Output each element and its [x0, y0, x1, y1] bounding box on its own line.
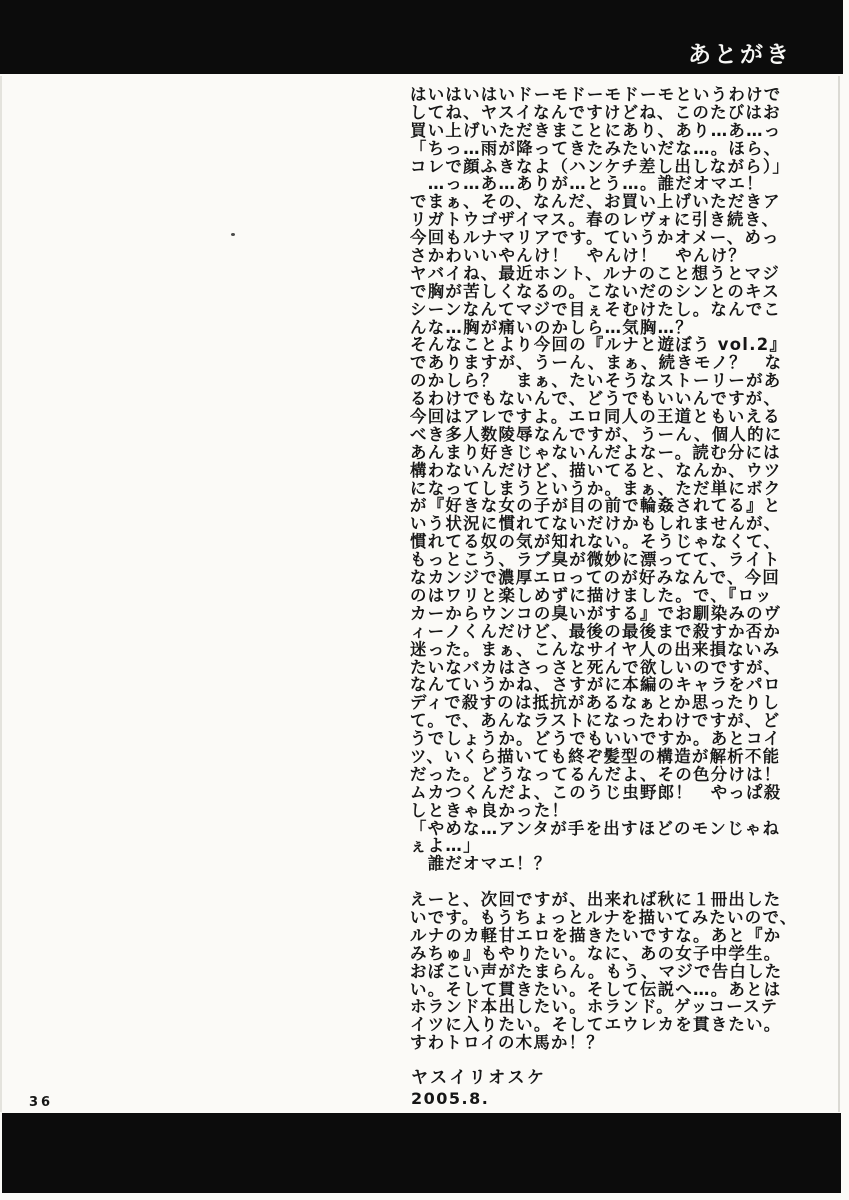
afterword-line: さかわいいやんけ！ やんけ！ やんけ？ [410, 246, 747, 266]
afterword-line: コレで顔ふきなよ（ハンケチ差し出しながら）」 [410, 156, 791, 176]
afterword-line: い。そして貫きたい。そして伝説へ…。あとは [410, 979, 782, 999]
afterword-line: なカンジで濃厚エロってのが好みなんで、今回 [410, 568, 781, 588]
page-title: あとがき [688, 42, 792, 68]
afterword-line: ツ、いくら描いても終ぞ髪型の構造が解析不能 [410, 746, 781, 766]
afterword-line: 構わないんだけど、描いてると、なんか、ウツ [410, 460, 782, 480]
afterword-line: ホランド本出したい。ホランド。ゲッコーステ [410, 997, 779, 1017]
afterword-line: ディで殺すのは抵抗があるなぁとか思ったりし [410, 693, 781, 713]
afterword-line: あんまり好きじゃないんだよなー。読む分には [410, 442, 781, 462]
afterword-line: 誰だオマエ！？ [410, 854, 552, 874]
afterword-line: 「ちっ…雨が降ってきたみたいだな…。ほら、 [410, 138, 782, 158]
afterword-text [410, 86, 812, 1052]
afterword-line: しときゃ良かった！ [410, 800, 570, 820]
afterword-line: …っ…あ…ありが…とう…。誰だオマエ！ [410, 174, 764, 194]
afterword-line: 今回もルナマリアです。ていうかオメー、めっ [410, 228, 780, 248]
afterword-line: いう状況に慣れてないだけかもしれませんが、 [410, 514, 782, 534]
afterword-line: 「やめな…アンタが手を出すほどのモンじゃね [410, 818, 781, 838]
afterword-line: だった。どうなってるんだよ、その色分けは！ [410, 764, 782, 784]
afterword-line: が『好きな女の子が目の前で輪姦されてる』と [410, 496, 782, 516]
afterword-line: はいはいはいドーモドーモドーモというわけで [410, 85, 782, 104]
afterword-line: のかしら？ まぁ、たいそうなストーリーがあ [410, 371, 782, 391]
afterword-line: ぇよ…」 [410, 836, 481, 856]
page-number: 36 [29, 1095, 54, 1110]
signature-date: 2005.8. [411, 1089, 490, 1108]
afterword-line: んな…胸が痛いのかしら…気胸…？ [410, 317, 694, 337]
afterword-line: イツに入りたい。そしてエウレカを貫きたい。 [410, 1015, 782, 1035]
header-bar [0, 0, 843, 74]
afterword-line: たいなバカはさっさと死んで欲しいのですが、 [410, 657, 782, 677]
page-edge-line [838, 76, 840, 1112]
afterword-line: シーンなんてマジで目ぇそむけたし。なんでこ [410, 299, 782, 319]
afterword-line: 迷った。まぁ、こんなサイヤ人の出来損ないみ [410, 639, 781, 659]
afterword-line: なんていうかね、さすがに本編のキャラをパロ [410, 675, 782, 695]
afterword-line: で胸が苦しくなるの。こないだのシンとのキス [410, 281, 781, 301]
afterword-line: でまぁ、その、なんだ、お買い上げいただきア [410, 192, 781, 212]
afterword-line: えーと、次回ですが、出来れば秋に１冊出した [410, 890, 782, 910]
afterword-line: 慣れてる奴の気が知れない。そうじゃなくて、 [410, 532, 782, 552]
scan-speck [231, 233, 235, 236]
afterword-line: うでしょうか。どうでもいいですか。あとコイ [410, 729, 782, 749]
afterword-line: ヤバイね、最近ホント、ルナのこと想うとマジ [410, 263, 781, 283]
afterword-line: してね、ヤスイなんですけどね、このたびはお [410, 102, 781, 122]
afterword-line: もっとこう、ラブ臭が微妙に漂ってて、ライト [410, 550, 781, 570]
afterword-line: ムカつくんだよ、このうじ虫野郎！ やっぱ殺 [410, 782, 782, 802]
afterword-line: カーからウンコの臭いがする』でお馴染みのヴ [410, 603, 782, 623]
afterword-line: ィーノくんだけど、最後の最後まで殺すか否か [410, 621, 782, 641]
afterword-line: みちゅ』もやりたい。なに、あの女子中学生。 [410, 943, 782, 963]
scan-edge-strip [0, 76, 2, 1112]
afterword-line: ルナのカ軽甘エロを描きたいですな。あと『か [410, 925, 782, 945]
signature-block [411, 1068, 546, 1109]
afterword-line: でありますが、うーん、まぁ、続きモノ？ な [410, 353, 783, 373]
afterword-line: おぼこい声がたまらん。もう、マジで告白した [410, 961, 783, 981]
afterword-line: べき多人数陵辱なんですが、うーん、個人的に [410, 424, 783, 444]
afterword-line: のはワリと楽しめずに描けました。で、『ロッ [410, 585, 773, 605]
footer-bar [2, 1113, 841, 1193]
afterword-line: るわけでもないんで、どうでもいいんですが、 [410, 389, 782, 409]
afterword-line: て。で、あんなラストになったわけですが、ど [410, 711, 781, 731]
afterword-line: いです。もうちょっとルナを描いてみたいので、 [410, 907, 798, 927]
afterword-line: になってしまうというか。まぁ、ただ単にボク [410, 478, 782, 498]
afterword-line: 今回はアレですよ。エロ同人の王道ともいえる [410, 407, 781, 427]
afterword-line: すわトロイの木馬か！？ [410, 1033, 605, 1053]
afterword-line: そんなことより今回の『ルナと遊ぼう vol.2』 [410, 335, 788, 355]
afterword-line: リガトウゴザイマス。春のレヴォに引き続き、 [410, 210, 780, 230]
signature-author: ヤスイリオスケ [411, 1068, 547, 1088]
afterword-line [410, 873, 812, 891]
afterword-line: 買い上げいただきまことにあり、あり…あ…っ [410, 120, 782, 140]
